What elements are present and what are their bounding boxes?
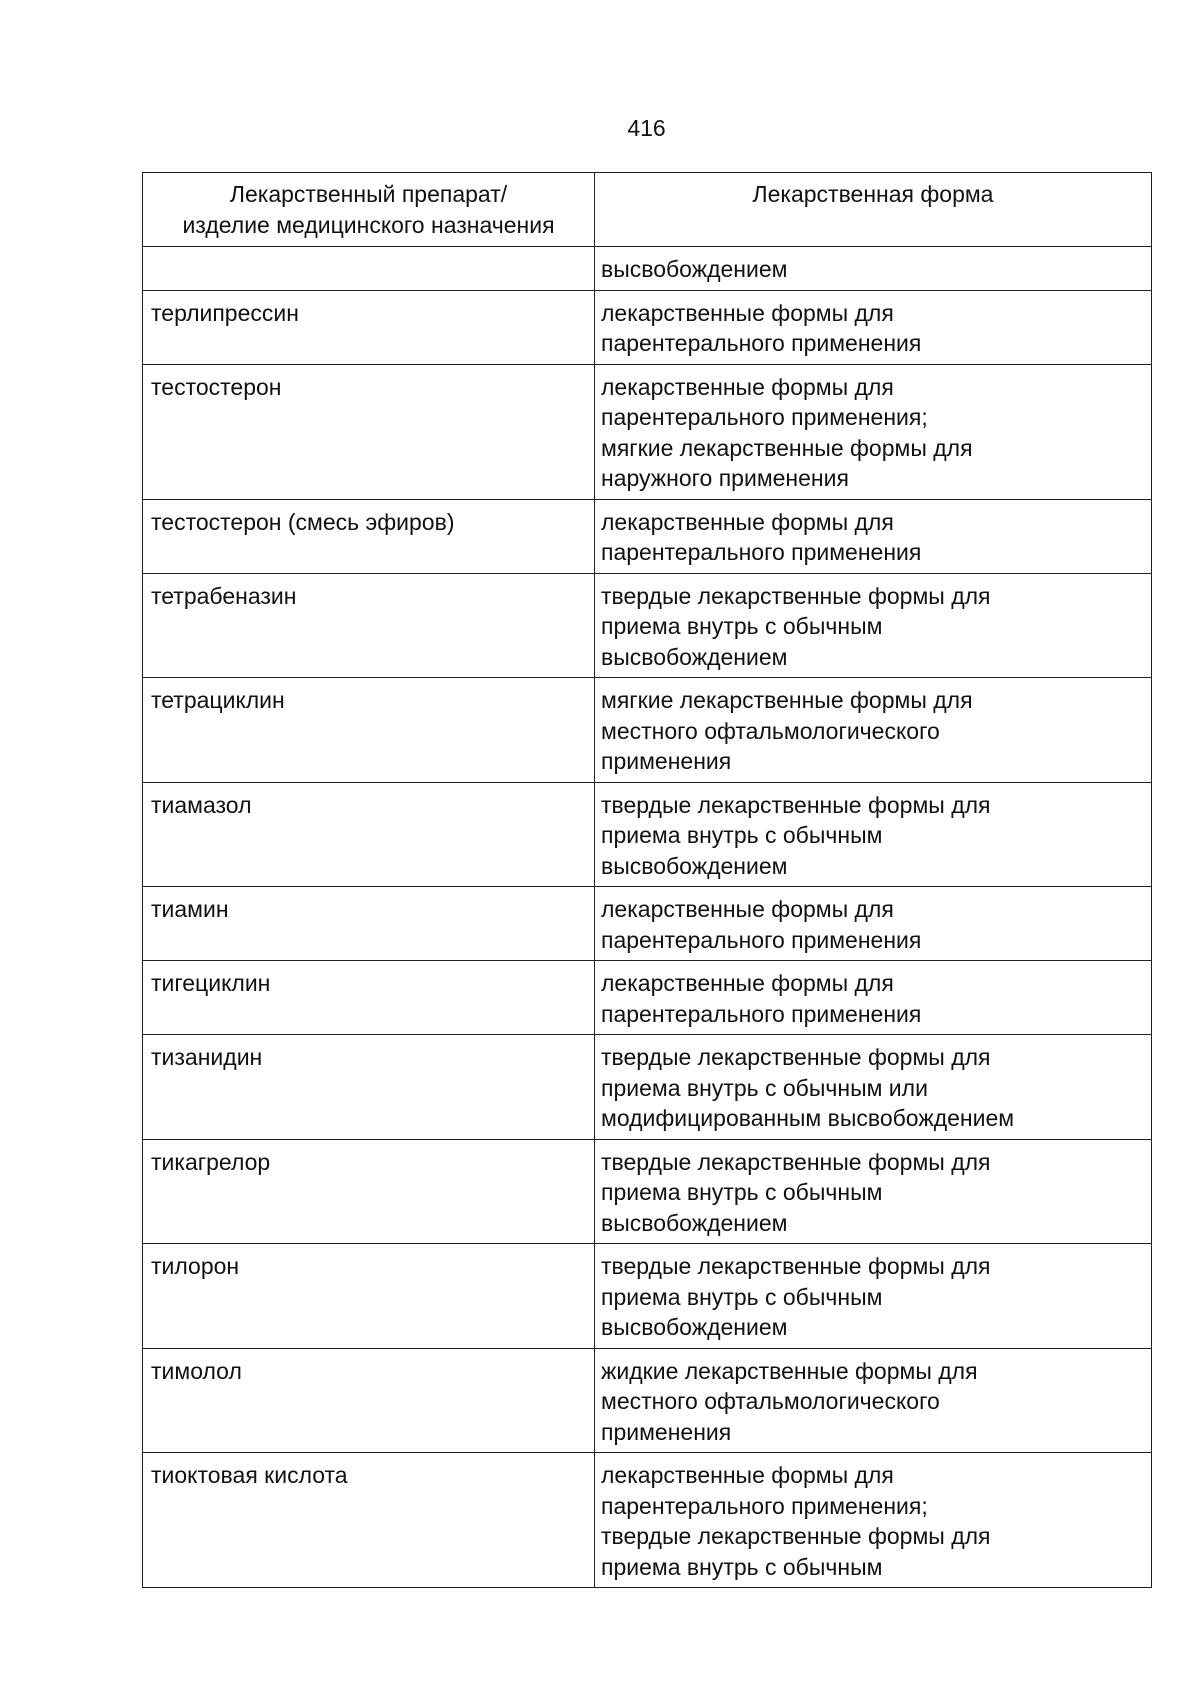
drug-name-cell: тестостерон (смесь эфиров) [143,499,595,573]
table-header-row [143,173,1152,247]
dosage-form-cell: твердые лекарственные формы для приема внутрь с обычным высвобождением [595,1244,1152,1349]
drug-name-cell: тетрабеназин [143,573,595,678]
dosage-form-cell: лекарственные формы для парентерального применения; твердые лекарственные формы для приема внутрь с обычным [595,1453,1152,1588]
dosage-form-cell: твердые лекарственные формы для приема внутрь с обычным высвобождением [595,1139,1152,1244]
table-row [143,1139,1152,1244]
drug-name-cell: терлипрессин [143,290,595,364]
table-row [143,499,1152,573]
drug-name-cell: тетрациклин [143,678,595,783]
drug-name-cell: тилорон [143,1244,595,1349]
drug-name-cell: тиамазол [143,782,595,887]
dosage-form-cell: лекарственные формы для парентерального применения; мягкие лекарственные формы для наружного применения [595,364,1152,499]
column-header-drug: Лекарственный препарат/ изделие медицинского назначения [143,173,595,247]
drug-name-cell [143,247,595,291]
table-row [143,782,1152,887]
table-row [143,678,1152,783]
dosage-form-cell: твердые лекарственные формы для приема внутрь с обычным или модифицированным высвобождением [595,1035,1152,1140]
drug-name-cell: тестостерон [143,364,595,499]
table-row [143,1453,1152,1588]
drug-name-cell: тизанидин [143,1035,595,1140]
dosage-form-cell: высвобождением [595,247,1152,291]
table-row [143,290,1152,364]
table-row [143,1244,1152,1349]
table-row [143,573,1152,678]
column-header-form: Лекарственная форма [595,173,1152,247]
table-row [143,1348,1152,1453]
dosage-form-cell: мягкие лекарственные формы для местного офтальмологического применения [595,678,1152,783]
dosage-form-cell: лекарственные формы для парентерального применения [595,961,1152,1035]
dosage-form-cell: жидкие лекарственные формы для местного офтальмологического применения [595,1348,1152,1453]
drug-name-cell: тиоктовая кислота [143,1453,595,1588]
dosage-form-cell: лекарственные формы для парентерального применения [595,499,1152,573]
dosage-form-cell: лекарственные формы для парентерального применения [595,290,1152,364]
table-row [143,364,1152,499]
table-row [143,247,1152,291]
page-number: 416 [627,115,666,141]
dosage-form-cell: твердые лекарственные формы для приема внутрь с обычным высвобождением [595,782,1152,887]
drug-table [142,172,1152,1588]
table-row [143,961,1152,1035]
drug-name-cell: тимолол [143,1348,595,1453]
table-row [143,887,1152,961]
drug-name-cell: тикагрелор [143,1139,595,1244]
dosage-form-cell: лекарственные формы для парентерального применения [595,887,1152,961]
drug-name-cell: тиамин [143,887,595,961]
table-row [143,1035,1152,1140]
drug-name-cell: тигециклин [143,961,595,1035]
dosage-form-cell: твердые лекарственные формы для приема внутрь с обычным высвобождением [595,573,1152,678]
